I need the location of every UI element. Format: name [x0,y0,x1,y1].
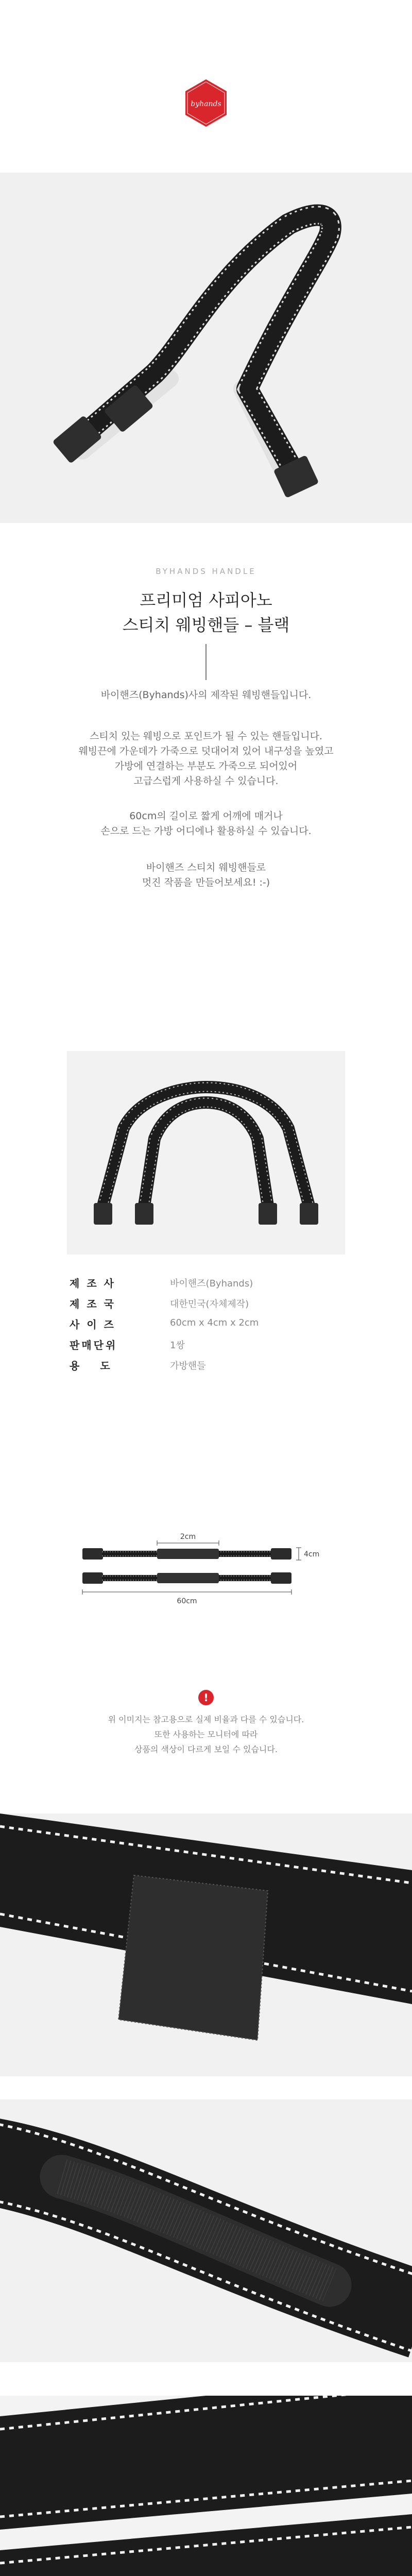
description-line: 가방에 연결하는 부분도 가죽으로 되어있어 [114,760,298,772]
description-paragraph-1 [21,688,391,703]
product-title-line2: 스티치 웨빙핸들 – 블랙 [122,615,290,635]
description-line: 스티치 있는 웨빙으로 포인트가 될 수 있는 핸들입니다. [89,731,323,742]
product-overview-photo [67,1051,345,1255]
logo-text: byhands [191,100,221,108]
spec-label-unit: 판매단위 [70,1339,118,1351]
center-leather-icon [0,2099,412,2362]
spec-label-country: 제조국 [70,1298,121,1310]
product-title-line1: 프리미엄 사피아노 [140,590,272,610]
notice-line-3: 상품의 색상이 다르게 보일 수 있습니다. [134,1744,278,1754]
byhands-logo-icon [180,77,232,129]
spec-label-size: 사이즈 [70,1318,121,1331]
hero-product-photo [0,173,412,523]
spec-label-usage: 용도 [70,1360,131,1372]
notice-line-2: 또한 사용하는 모니터에 따라 [154,1730,258,1739]
detail-photo-stitched-webbing [0,2396,412,2576]
spec-label-manufacturer: 제조사 [70,1277,121,1290]
spec-value-usage: 가방핸들 [170,1361,206,1371]
webbing-closeup-icon [0,1814,412,2076]
description-paragraph-3 [21,809,391,839]
description-line: 멋진 작품을 만들어보세요! :-) [142,877,270,888]
detail-photo-leather-tab [0,1814,412,2076]
stitched-webbing-icon [0,2396,412,2576]
spec-value-size: 60cm x 4cm x 2cm [170,1317,259,1328]
divider-line [205,644,207,680]
notice-line-1: 위 이미지는 참고용으로 실제 비율과 다를 수 있습니다. [108,1715,304,1724]
spec-value-manufacturer: 바이핸즈(Byhands) [170,1278,253,1289]
description-paragraph-4 [21,860,391,890]
description-line: 바이핸즈(Byhands)사의 제작된 웨빙핸들입니다. [100,689,312,701]
description-line: 웨빙끈에 가운데가 가죽으로 덧대어져 있어 내구성을 높였고 [78,745,334,757]
dimension-diagram [67,1515,345,1623]
detail-photo-center-leather [0,2099,412,2362]
spec-value-country: 대한민국(자체제작) [170,1299,249,1310]
description-line: 바이핸즈 스티치 웨빙핸들로 [146,862,266,873]
warning-icon: ! [198,1690,214,1705]
description-paragraph-2 [21,729,391,789]
description-line: 손으로 드는 가방 어디에나 활용하실 수 있습니다. [100,825,312,837]
dimension-height-label: 4cm [304,1550,320,1558]
handle-photo-icon [0,173,412,523]
spec-value-unit: 1쌍 [170,1340,185,1351]
handle-pair-icon [67,1051,345,1255]
dimension-length-label: 60cm [177,1597,197,1605]
brand-subtitle: BYHANDS HANDLE [156,567,256,576]
description-line: 고급스럽게 사용하실 수 있습니다. [133,775,279,787]
description-line: 60cm의 길이로 짧게 어깨에 매거나 [129,810,283,822]
dimension-width-label: 2cm [180,1533,196,1541]
